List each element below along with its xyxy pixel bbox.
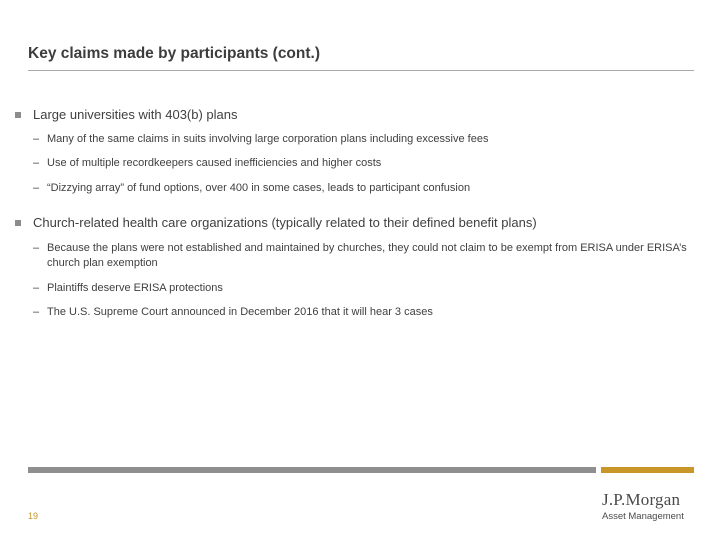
sub-bullet-item (33, 241, 703, 271)
bullet-text: Church-related health care organizations (typically related to their defined benefit plans) (33, 215, 537, 230)
logo-subtitle: Asset Management (602, 511, 684, 522)
bullet-text: Large universities with 403(b) plans (33, 107, 238, 122)
page-title: Key claims made by participants (cont.) (28, 45, 321, 62)
footer-accent-bar (601, 467, 694, 473)
title-divider (28, 70, 694, 71)
dash-icon: – (33, 182, 40, 194)
sub-bullet-text: The U.S. Supreme Court announced in December 2016 that it will hear 3 cases (47, 306, 433, 318)
sub-bullet-item (33, 132, 703, 147)
sub-bullet-text: Plaintiffs deserve ERISA protections (47, 282, 223, 294)
sub-bullet-item (33, 281, 703, 296)
dash-icon: – (33, 133, 40, 145)
sub-bullet-text: Many of the same claims in suits involving large corporation plans including excessive fees (47, 133, 489, 145)
dash-icon: – (33, 157, 40, 169)
sub-bullet-text: Because the plans were not established and maintained by churches, they could not claim to be exempt from ERISA under ERISA’s church plan exemption (47, 242, 687, 269)
footer-bar (28, 467, 596, 473)
square-bullet-icon (15, 112, 21, 118)
sub-bullet-text: “Dizzying array” of fund options, over 400 in some cases, leads to participant confusion (47, 182, 471, 194)
square-bullet-icon (15, 220, 21, 226)
dash-icon: – (33, 242, 40, 254)
page-number: 19 (28, 511, 39, 521)
sub-bullet-item (33, 305, 703, 320)
dash-icon: – (33, 282, 40, 294)
sub-bullet-item (33, 156, 703, 171)
dash-icon: – (33, 306, 40, 318)
logo-wordmark: J.P.Morgan (602, 490, 681, 509)
sub-bullet-text: Use of multiple recordkeepers caused inefficiencies and higher costs (47, 157, 382, 169)
jpmorgan-logo (602, 490, 694, 523)
sub-bullet-item (33, 181, 703, 196)
